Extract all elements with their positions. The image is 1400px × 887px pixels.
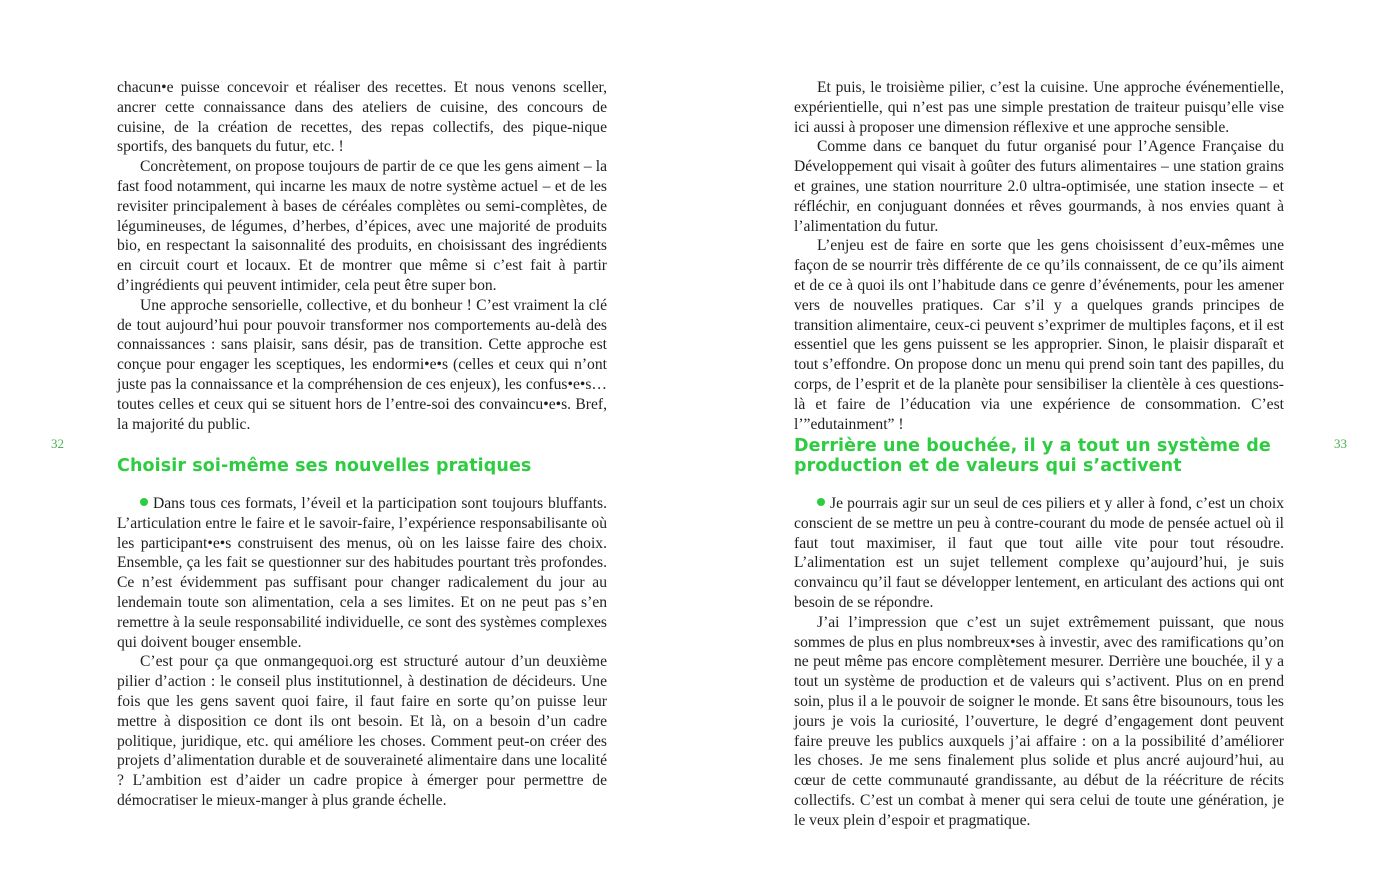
paragraph: Et puis, le troisième pilier, c’est la cuisine. Une approche événementielle, expérientielle, qui n’est pas une simple prestation de traiteur puisqu’elle vise ici aussi à proposer une dimension réflexive et une approche sensible. <box>794 79 1284 136</box>
page-number: 33 <box>1334 436 1347 451</box>
right-section-text <box>794 494 1284 831</box>
green-bullet-icon <box>817 498 825 506</box>
page-number: 32 <box>51 436 64 451</box>
paragraph: J’ai l’impression que c’est un sujet extrêmement puissant, que nous sommes de plus en plus nombreux•ses à investir, avec des ramifications qu’on ne peut même pas encore complètement mesurer. Derrière une bouchée, il y a tout un système de production et de valeurs qui s’activent. Plus on en prend soin, plus il a le pouvoir de soigner le monde. Et sans être bisounours, tous les jours je vois la curiosité, l’ouverture, le degré d’engagement dont peuvent faire preuve les publics auxquels j’ai affaire : on a la possibilité d’améliorer les choses. Je me sens finalement plus solide et plus ancré aujourd’hui, au cœur de cette communauté grandissante, au début de la réécriture de récits collectifs. C’est un combat à mener qui sera celui de toute une génération, je le veux plein d’espoir et pragmatique. <box>794 613 1284 829</box>
paragraph: L’enjeu est de faire en sorte que les gens choisissent d’eux-mêmes une façon de se nourrir très différente de ce qu’ils connaissent, de ce qu’ils aiment et de ce à quoi ils ont l’habitude dans ce genre d’événements, pour les amener vers de nouvelles pratiques. Car s’il y a quelques grands principes de transition alimentaire, ceux-ci peuvent s’exprimer de multiples façons, et il est essentiel que les gens puissent se les approprier. Sinon, le plaisir disparaît et tout s’effondre. On propose donc un menu qui prend soin tant des papilles, du corps, de l’esprit et de la planète pour sensibiliser la clientèle à ces questions-là et faire de l’éducation via une expérience de consommation. C’est l’”edutainment” ! <box>794 237 1284 433</box>
paragraph-text: Je pourrais agir sur un seul de ces piliers et y aller à fond, c’est un choix conscient de se mettre un peu à contre-courant du mode de pensée actuel où il faut tout maximiser, il faut que tout aille vite pour tout résoudre. L’alimentation est un sujet tellement complexe qu’aujourd’hui, je suis convaincu qu’il faut se développer lentement, en articulant des actions qui ont besoin de se répondre. <box>794 495 1284 611</box>
paragraph <box>117 494 607 652</box>
left-section-text <box>117 494 607 811</box>
left-top-text <box>117 78 607 434</box>
right-page <box>700 0 1400 887</box>
paragraph: Concrètement, on propose toujours de partir de ce que les gens aiment – la fast food notamment, qui incarne les maux de notre système actuel – et de les revisiter principalement à bases de céréales complètes ou semi-complètes, de légumineuses, de légumes, d’herbes, d’épices, avec une majorité de produits bio, en respectant la saisonnalité des produits, en choisissant des ingrédients en circuit court et locaux. Et de montrer que même si c’est fait à partir d’ingrédients qui peuvent intimider, cela peut être super bon. <box>117 158 607 294</box>
paragraph: Une approche sensorielle, collective, et du bonheur ! C’est vraiment la clé de tout aujourd’hui pour pouvoir transformer nos comportements au-delà des connaissances : sans plaisir, sans désir, pas de transition. Cette approche est conçue pour engager les sceptiques, les endormi•e•s (celles et ceux qui n’ont juste pas la connaissance et la compréhension de ces enjeux), les confus•e•s… toutes celles et ceux qui se situent hors de l’entre-soi des convaincu•e•s. Bref, la majorité du public. <box>117 296 607 433</box>
right-top-text <box>794 78 1284 434</box>
paragraph: Comme dans ce banquet du futur organisé pour l’Agence Française du Développement qui visait à goûter des futurs alimentaires – une station grains et graines, une station nourriture 2.0 ultra-optimisée, une station insecte – et réfléchir, en conjuguant données et rêves gourmands, à nos envies quant à l’alimentation du futur. <box>794 138 1284 235</box>
paragraph: C’est pour ça que onmangequoi.org est structuré autour d’un deuxième pilier d’action : le conseil plus institutionnel, à destination de décideurs. Une fois que les gens savent quoi faire, il faut faire en sorte qu’on puisse leur mettre à disposition ce dont ils ont besoin. Et là, on a besoin d’un cadre politique, juridique, etc. qui améliore les choses. Comment peut-on créer des projets d’alimentation durable et de souveraineté alimentaire dans une localité ? L’ambition est d’aider un cadre propice à émerger pour permettre de démocratiser le mieux-manger à plus grande échelle. <box>117 653 607 809</box>
paragraph: chacun•e puisse concevoir et réaliser des recettes. Et nous venons sceller, ancrer cette connaissance dans des ateliers de cuisine, des concours de cuisine, de la création de recettes, des repas collectifs, des pique-nique sportifs, des banquets du futur, etc. ! <box>117 79 607 156</box>
green-bullet-icon <box>140 498 148 506</box>
section-heading: Derrière une bouchée, il y a tout un système de production et de valeurs qui s’activent <box>794 436 1271 476</box>
paragraph <box>794 494 1284 613</box>
section-heading: Choisir soi-même ses nouvelles pratiques <box>117 456 532 476</box>
paragraph-text: Dans tous ces formats, l’éveil et la participation sont toujours bluffants. L’articulation entre le faire et le savoir-faire, l’expérience responsabilisante où les participant•e•s construisent des menus, où on les laisse faire des choix. Ensemble, ça les fait se questionner sur des habitudes pourtant très profondes. Ce n’est évidemment pas suffisant pour changer radicalement du jour au lendemain toute son alimentation, cela a ses limites. Et on ne peut pas s’en remettre à la seule responsabilité individuelle, ce sont des systèmes complexes qui doivent bouger ensemble. <box>117 495 607 651</box>
